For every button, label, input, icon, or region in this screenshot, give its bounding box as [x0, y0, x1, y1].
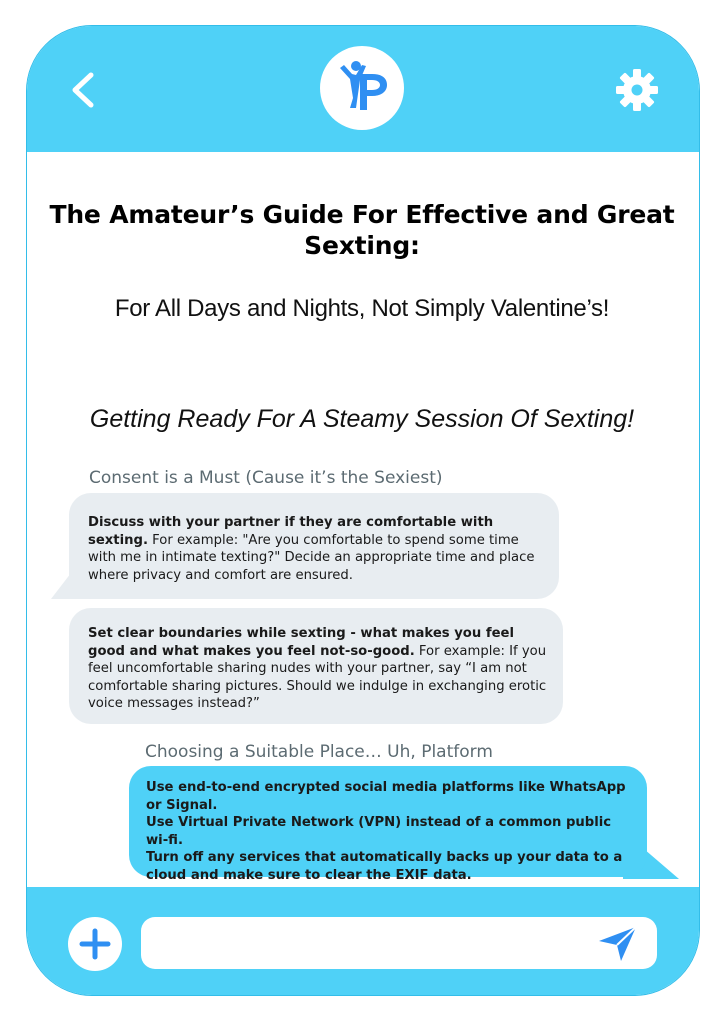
send-button[interactable] [598, 926, 638, 962]
composer-bar [27, 887, 699, 996]
add-button[interactable] [68, 917, 122, 971]
message-line: Use end-to-end encrypted social media platforms like WhatsApp or Signal. [146, 780, 626, 813]
page-title: The Amateur’s Guide For Effective and Great Sexting: [49, 200, 675, 260]
page-subtitle: For All Days and Nights, Not Simply Valentine’s! [114, 295, 610, 322]
message-bubble [69, 608, 563, 724]
message-line: Turn off any services that automatically backs up your data to a cloud and make sure to clear the EXIF data. [146, 850, 623, 883]
person-p-logo [320, 46, 404, 130]
top-bar [27, 26, 699, 152]
back-button[interactable] [67, 70, 103, 110]
message-bold-text: Set clear boundaries while sexting - what makes you feel good and what makes you feel not-so-good. [88, 626, 514, 659]
phone-frame [26, 25, 700, 996]
gear-icon [614, 67, 660, 113]
message-text: For example: "Are you comfortable to spend some time with me in intimate texting?" Decide an appropriate time and place where privacy and comfort are ensured. [88, 532, 535, 583]
group-label-consent: Consent is a Must (Cause it’s the Sexiest) [89, 468, 443, 488]
group-label-platform: Choosing a Suitable Place… Uh, Platform [145, 742, 493, 762]
send-icon [598, 926, 638, 962]
app-logo [320, 46, 404, 130]
chat-content [27, 152, 699, 887]
settings-button[interactable] [614, 67, 660, 113]
message-input[interactable] [141, 917, 657, 969]
message-text: For example: If you feel uncomfortable sharing nudes with your partner, say “I am not comfortable sharing pictures. Should we indulge in exchanging erotic voice messages instead?” [88, 643, 547, 711]
chevron-left-icon [67, 70, 103, 110]
message-bubble [129, 766, 647, 883]
message-bold-text: Discuss with your partner if they are comfortable with sexting. [88, 515, 494, 548]
section-heading: Getting Ready For A Steamy Session Of Sexting! [89, 405, 635, 433]
plus-icon [68, 917, 122, 971]
message-bubble [69, 493, 559, 599]
message-line: Use Virtual Private Network (VPN) instead of a common public wi-fi. [146, 815, 612, 848]
